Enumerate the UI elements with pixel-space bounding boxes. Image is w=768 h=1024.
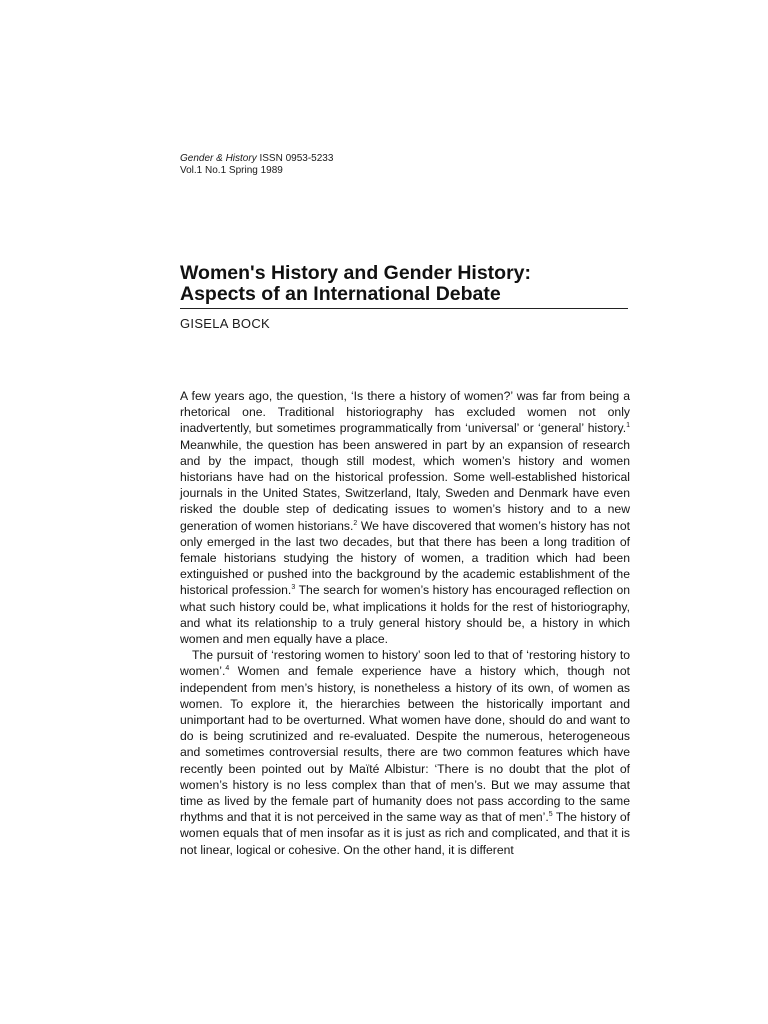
article-title [180, 263, 630, 305]
paragraph-text: The search for women’s history has encouraged reflection on what such history could be, what implications it holds for the rest of historiography, and what its relationship to a truly general history should be, a history in which women and men equally have a place. [180, 583, 631, 647]
article-body [180, 388, 630, 858]
journal-citation-line [180, 153, 333, 165]
article-title-line-2: Aspects of an International Debate [180, 283, 501, 305]
footnote-marker: 3 [291, 584, 296, 592]
paragraph-text: The history of women equals that of men insofar as it is just as rich and complicated, and that it is not linear, logical or cohesive. On the other hand, it is different [180, 810, 630, 857]
paragraph-text: The pursuit of ‘restoring women to history’ soon led to that of ‘restoring history to women’. [180, 648, 630, 679]
paragraph-text: Women and female experience have a history which, though not independent from men’s history, is nonetheless a history of its own, of women as women. To explore it, the hierarchies between the historically important and unimportant had to be overturned. What women have done, should do and want to do is being scrutinized and re-evaluated. Despite the numerous, heterogeneous and sometimes controversial results, there are two common features which have recently been pointed out by Maïté Albistur: ‘There is no doubt that the plot of women’s history is no less complex than that of men’s. But we may assume that time as lived by the female part of humanity does not pass according to the same rhythms and that it is not perceived in the same way as that of men’. [180, 664, 630, 825]
body-paragraph [180, 388, 630, 647]
footnote-marker: 4 [225, 665, 230, 673]
paragraph-text: A few years ago, the question, ‘Is there a history of women?’ was far from being a rhetorical one. Traditional historiography has excluded women not only inadvertently, but sometimes programmatically from ‘universal’ or ‘general’ history. [180, 389, 630, 436]
journal-name: Gender & History [180, 153, 257, 164]
title-divider [180, 308, 628, 309]
article-header [180, 263, 630, 331]
body-paragraph [180, 647, 630, 858]
journal-volume: Vol.1 No.1 Spring 1989 [180, 165, 283, 176]
footnote-marker: 5 [548, 811, 553, 819]
article-author: GISELA BOCK [180, 316, 271, 331]
paragraph-text: We have discovered that women’s history has not only emerged in the last two decades, but that there has been a long tradition of female historians studying the history of women, a tradition which had been extinguished or pushed into the background by the academic establishment of the historical profession. [180, 518, 630, 598]
footnote-marker: 2 [353, 519, 358, 527]
journal-info [180, 153, 333, 177]
footnote-marker: 1 [626, 422, 630, 430]
paragraph-text: Meanwhile, the question has been answered in part by an expansion of research and by the impact, though still modest, which women’s history and women historians have had on the historical profession. Some well-established historical journals in the United States, Switzerland, Italy, Sweden and Denmark have even risked the double step of dedicating issues to women’s history and to a new generation of women historians. [180, 437, 630, 533]
article-title-line-1: Women's History and Gender History: [180, 262, 532, 284]
journal-issn: ISSN 0953-5233 [259, 153, 334, 164]
